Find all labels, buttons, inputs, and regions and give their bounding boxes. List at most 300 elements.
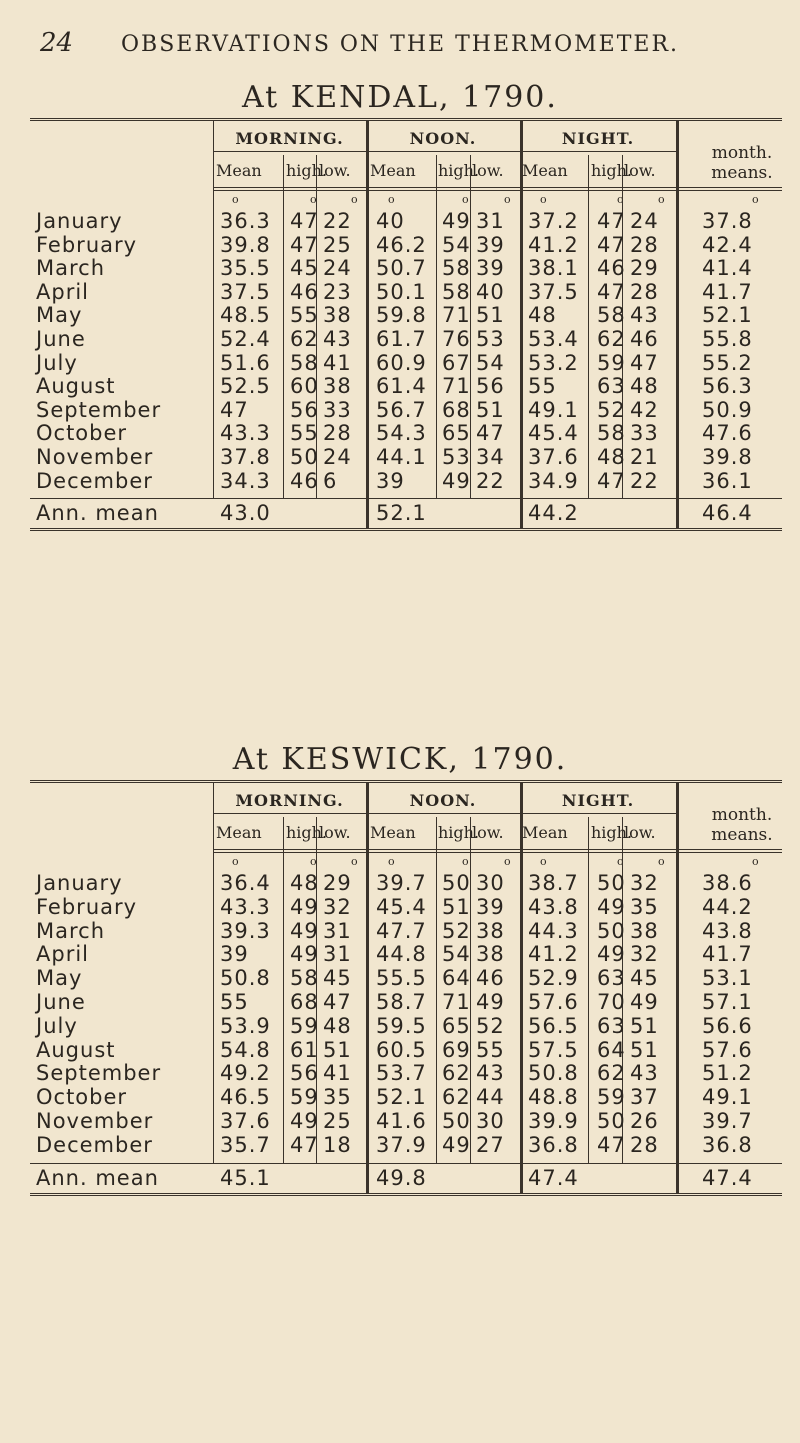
night-low: 51 (630, 1037, 659, 1062)
month-cell: February (36, 232, 138, 257)
morning-low: 24 (323, 445, 352, 469)
night-mean: 57.6 (528, 990, 579, 1014)
month-cell: July (36, 350, 78, 375)
noon-mean: 55.5 (376, 966, 427, 991)
noon-mean: 61.7 (376, 327, 427, 351)
noon-mean: 39 (376, 468, 405, 493)
sub-header: low. (472, 161, 504, 180)
night-mean: 56.5 (528, 1013, 579, 1038)
monthly-mean: 57.1 (702, 990, 753, 1014)
morning-low: 38 (323, 303, 352, 328)
noon-high: 58 (442, 256, 471, 281)
night-low: 43 (630, 1061, 659, 1086)
monthly-mean: 39.7 (702, 1109, 753, 1133)
morning-low: 48 (323, 1013, 352, 1038)
sub-header: low. (319, 823, 351, 842)
morning-mean: 39 (220, 942, 249, 967)
monthly-mean: 36.1 (702, 468, 753, 493)
group-header: MORNING. (213, 791, 366, 814)
degree-mark: o (540, 855, 547, 868)
night-high: 46 (597, 256, 626, 281)
morning-mean: 47 (220, 397, 249, 422)
night-mean: 44.3 (528, 918, 579, 943)
morning-high: 49 (290, 942, 319, 967)
monthly-mean: 56.3 (702, 374, 753, 399)
table-title: At KESWICK, 1790. (232, 742, 568, 777)
month-cell: May (36, 303, 83, 328)
noon-high: 71 (442, 374, 471, 399)
night-mean: 48 (528, 303, 557, 328)
noon-mean: 46.2 (376, 232, 427, 257)
monthly-mean: 52.1 (702, 303, 753, 328)
group-header: NOON. (366, 129, 520, 152)
monthly-mean: 49.1 (702, 1085, 753, 1110)
thermometer-table (30, 118, 782, 531)
morning-high: 47 (290, 209, 319, 233)
annual-rule (30, 1163, 782, 1164)
night-mean: 41.2 (528, 942, 579, 967)
degree-mark: o (540, 193, 547, 206)
night-low: 47 (630, 350, 659, 375)
night-mean: 48.8 (528, 1085, 579, 1110)
noon-mean: 60.9 (376, 350, 427, 375)
noon-high: 50 (442, 1109, 471, 1133)
morning-high: 55 (290, 303, 319, 328)
noon-mean: 61.4 (376, 374, 427, 399)
degree-mark: o (232, 193, 239, 206)
morning-low: 45 (323, 966, 352, 991)
noon-mean: 37.9 (376, 1132, 427, 1157)
monthly-mean: 57.6 (702, 1037, 753, 1062)
morning-mean: 37.5 (220, 279, 271, 304)
morning-low: 43 (323, 327, 352, 351)
night-high: 49 (597, 894, 626, 919)
noon-mean: 54.3 (376, 421, 427, 446)
sub-header: low. (472, 823, 504, 842)
morning-mean: 48.5 (220, 303, 271, 328)
page-number: 24 (40, 28, 74, 58)
monthly-mean: 53.1 (702, 966, 753, 991)
month-cell: January (36, 209, 123, 233)
noon-high: 53 (442, 445, 471, 469)
morning-low: 25 (323, 1109, 352, 1133)
night-mean: 38.7 (528, 871, 579, 895)
noon-mean: 59.5 (376, 1013, 427, 1038)
noon-high: 62 (442, 1061, 471, 1086)
morning-low: 28 (323, 421, 352, 446)
morning-high: 56 (290, 397, 319, 422)
night-high: 63 (597, 374, 626, 399)
morning-high: 58 (290, 966, 319, 991)
morning-mean: 39.3 (220, 918, 271, 943)
group-header: NIGHT. (520, 791, 676, 814)
noon-high: 58 (442, 279, 471, 304)
month-cell: March (36, 256, 106, 281)
sub-header: Mean (216, 161, 262, 180)
noon-high: 67 (442, 350, 471, 375)
night-high: 64 (597, 1037, 626, 1062)
monthly-mean: 41.7 (702, 279, 753, 304)
noon-high: 62 (442, 1085, 471, 1110)
night-high: 59 (597, 1085, 626, 1110)
annual-label: Ann. mean (36, 1165, 159, 1190)
night-low: 29 (630, 256, 659, 281)
noon-mean: 58.7 (376, 990, 427, 1014)
night-high: 58 (597, 421, 626, 446)
month-cell: December (36, 468, 153, 493)
morning-mean: 37.6 (220, 1109, 271, 1133)
morning-mean: 36.4 (220, 871, 271, 895)
noon-low: 44 (476, 1085, 505, 1110)
annual-mean: 46.4 (702, 501, 753, 526)
month-cell: December (36, 1132, 153, 1157)
noon-high: 51 (442, 894, 471, 919)
annual-night: 47.4 (528, 1165, 579, 1190)
degree-mark: o (388, 855, 395, 868)
night-high: 59 (597, 350, 626, 375)
morning-low: 22 (323, 209, 352, 233)
degree-mark: o (310, 855, 317, 868)
night-mean: 34.9 (528, 468, 579, 493)
night-high: 63 (597, 1013, 626, 1038)
morning-low: 32 (323, 894, 352, 919)
night-high: 47 (597, 468, 626, 493)
morning-low: 25 (323, 232, 352, 257)
sub-header: high. (286, 823, 328, 842)
degree-mark: o (504, 193, 511, 206)
morning-low: 31 (323, 918, 352, 943)
noon-low: 31 (476, 209, 505, 233)
month-cell: August (36, 374, 116, 399)
noon-low: 39 (476, 894, 505, 919)
morning-high: 68 (290, 990, 319, 1014)
morning-high: 62 (290, 327, 319, 351)
thermometer-table (30, 780, 782, 1196)
morning-mean: 43.3 (220, 421, 271, 446)
means-header-means: means. (711, 163, 773, 183)
night-high: 50 (597, 918, 626, 943)
sub-header: low. (624, 161, 656, 180)
morning-mean: 52.4 (220, 327, 271, 351)
night-low: 42 (630, 397, 659, 422)
month-cell: April (36, 279, 89, 304)
noon-low: 54 (476, 350, 505, 375)
sub-header: Mean (370, 161, 416, 180)
morning-low: 23 (323, 279, 352, 304)
monthly-mean: 47.6 (702, 421, 753, 446)
morning-high: 46 (290, 279, 319, 304)
month-cell: July (36, 1013, 78, 1038)
noon-mean: 50.1 (376, 279, 427, 304)
noon-mean: 59.8 (376, 303, 427, 328)
running-head: OBSERVATIONS ON THE THERMOMETER. (120, 32, 680, 57)
noon-mean: 40 (376, 209, 405, 233)
morning-mean: 55 (220, 990, 249, 1014)
monthly-mean: 42.4 (702, 232, 753, 257)
morning-high: 60 (290, 374, 319, 399)
noon-low: 27 (476, 1132, 505, 1157)
night-mean: 38.1 (528, 256, 579, 281)
month-cell: September (36, 397, 162, 422)
header-rule (213, 187, 782, 188)
header-rule (213, 852, 782, 853)
annual-morning: 43.0 (220, 501, 271, 526)
morning-mean: 50.8 (220, 966, 271, 991)
night-low: 28 (630, 232, 659, 257)
morning-high: 49 (290, 1109, 319, 1133)
morning-high: 59 (290, 1085, 319, 1110)
morning-low: 41 (323, 350, 352, 375)
means-header-month: month. (711, 805, 773, 825)
monthly-mean: 55.2 (702, 350, 753, 375)
morning-high: 48 (290, 871, 319, 895)
group-header: NOON. (366, 791, 520, 814)
night-low: 43 (630, 303, 659, 328)
night-low: 28 (630, 279, 659, 304)
degree-mark: o (351, 855, 358, 868)
noon-high: 49 (442, 468, 471, 493)
night-mean: 55 (528, 374, 557, 399)
noon-high: 65 (442, 421, 471, 446)
noon-mean: 41.6 (376, 1109, 427, 1133)
noon-low: 39 (476, 232, 505, 257)
noon-high: 64 (442, 966, 471, 991)
morning-mean: 35.7 (220, 1132, 271, 1157)
noon-high: 54 (442, 232, 471, 257)
morning-mean: 35.5 (220, 256, 271, 281)
morning-mean: 53.9 (220, 1013, 271, 1038)
night-mean: 43.8 (528, 894, 579, 919)
morning-high: 45 (290, 256, 319, 281)
header-rule (213, 849, 782, 850)
monthly-mean: 36.8 (702, 1132, 753, 1157)
night-low: 24 (630, 209, 659, 233)
night-high: 47 (597, 279, 626, 304)
noon-low: 49 (476, 990, 505, 1014)
morning-high: 47 (290, 232, 319, 257)
month-cell: April (36, 942, 89, 967)
noon-high: 71 (442, 990, 471, 1014)
table-row (30, 469, 782, 496)
degree-mark: o (388, 193, 395, 206)
night-high: 50 (597, 1109, 626, 1133)
degree-mark: o (658, 193, 665, 206)
night-low: 35 (630, 894, 659, 919)
night-low: 32 (630, 942, 659, 967)
night-high: 48 (597, 445, 626, 469)
noon-low: 47 (476, 421, 505, 446)
morning-high: 49 (290, 894, 319, 919)
morning-mean: 51.6 (220, 350, 271, 375)
month-cell: February (36, 894, 138, 919)
monthly-mean: 51.2 (702, 1061, 753, 1086)
noon-high: 49 (442, 1132, 471, 1157)
noon-mean: 44.1 (376, 445, 427, 469)
noon-low: 30 (476, 871, 505, 895)
noon-high: 76 (442, 327, 471, 351)
noon-low: 51 (476, 303, 505, 328)
annual-rule (30, 498, 782, 499)
column-rule (366, 498, 369, 528)
month-cell: November (36, 1109, 154, 1133)
night-low: 28 (630, 1132, 659, 1157)
morning-low: 35 (323, 1085, 352, 1110)
column-rule (520, 1163, 523, 1193)
night-high: 49 (597, 942, 626, 967)
sub-header: low. (319, 161, 351, 180)
night-high: 70 (597, 990, 626, 1014)
morning-mean: 39.8 (220, 232, 271, 257)
night-low: 49 (630, 990, 659, 1014)
morning-high: 47 (290, 1132, 319, 1157)
noon-low: 39 (476, 256, 505, 281)
monthly-mean: 55.8 (702, 327, 753, 351)
annual-mean-row (30, 1166, 782, 1193)
sub-header: high. (438, 823, 480, 842)
sub-header: high. (591, 823, 633, 842)
noon-mean: 53.7 (376, 1061, 427, 1086)
noon-low: 51 (476, 397, 505, 422)
noon-high: 65 (442, 1013, 471, 1038)
degree-mark: o (232, 855, 239, 868)
annual-mean-row (30, 501, 782, 528)
noon-low: 43 (476, 1061, 505, 1086)
night-high: 58 (597, 303, 626, 328)
noon-mean: 56.7 (376, 397, 427, 422)
morning-low: 38 (323, 374, 352, 399)
morning-mean: 37.8 (220, 445, 271, 469)
degree-mark: o (504, 855, 511, 868)
month-cell: October (36, 1085, 128, 1110)
degree-mark: o (351, 193, 358, 206)
morning-low: 51 (323, 1037, 352, 1062)
month-cell: May (36, 966, 83, 991)
month-cell: November (36, 445, 154, 469)
monthly-mean: 41.4 (702, 256, 753, 281)
noon-low: 34 (476, 445, 505, 469)
annual-night: 44.2 (528, 501, 579, 526)
morning-low: 33 (323, 397, 352, 422)
sub-header: Mean (370, 823, 416, 842)
noon-low: 53 (476, 327, 505, 351)
noon-high: 49 (442, 209, 471, 233)
degree-mark: o (462, 855, 469, 868)
morning-high: 59 (290, 1013, 319, 1038)
means-header-month: month. (711, 143, 773, 163)
night-high: 47 (597, 209, 626, 233)
night-high: 52 (597, 397, 626, 422)
morning-high: 56 (290, 1061, 319, 1086)
morning-low: 47 (323, 990, 352, 1014)
night-mean: 49.1 (528, 397, 579, 422)
annual-label: Ann. mean (36, 501, 159, 526)
morning-high: 46 (290, 468, 319, 493)
night-mean: 37.2 (528, 209, 579, 233)
noon-low: 38 (476, 918, 505, 943)
sub-header: Mean (522, 823, 568, 842)
morning-high: 50 (290, 445, 319, 469)
noon-high: 68 (442, 397, 471, 422)
night-high: 47 (597, 1132, 626, 1157)
degree-mark: o (617, 193, 624, 206)
morning-low: 41 (323, 1061, 352, 1086)
night-low: 33 (630, 421, 659, 446)
noon-high: 52 (442, 918, 471, 943)
degree-mark: o (462, 193, 469, 206)
monthly-mean: 43.8 (702, 918, 753, 943)
morning-low: 6 (323, 468, 338, 493)
degree-mark: o (752, 193, 759, 206)
morning-low: 31 (323, 942, 352, 967)
night-low: 38 (630, 918, 659, 943)
morning-low: 29 (323, 871, 352, 895)
month-cell: January (36, 871, 123, 895)
morning-low: 24 (323, 256, 352, 281)
monthly-mean: 41.7 (702, 942, 753, 967)
header-rule (213, 190, 782, 191)
morning-mean: 36.3 (220, 209, 271, 233)
month-cell: June (36, 990, 86, 1014)
night-low: 37 (630, 1085, 659, 1110)
month-cell: September (36, 1061, 162, 1086)
night-mean: 53.4 (528, 327, 579, 351)
month-cell: October (36, 421, 128, 446)
noon-mean: 45.4 (376, 894, 427, 919)
annual-noon: 49.8 (376, 1165, 427, 1190)
night-low: 26 (630, 1109, 659, 1133)
noon-mean: 39.7 (376, 871, 427, 895)
table-title: At KENDAL, 1790. (242, 80, 558, 115)
noon-low: 52 (476, 1013, 505, 1038)
column-rule (676, 498, 679, 528)
month-cell: March (36, 918, 106, 943)
night-mean: 41.2 (528, 232, 579, 257)
monthly-mean: 37.8 (702, 209, 753, 233)
noon-mean: 60.5 (376, 1037, 427, 1062)
monthly-mean: 38.6 (702, 871, 753, 895)
sub-header: low. (624, 823, 656, 842)
sub-header: Mean (216, 823, 262, 842)
noon-low: 56 (476, 374, 505, 399)
means-header-means: means. (711, 825, 773, 845)
month-cell: August (36, 1037, 116, 1062)
column-rule (366, 1163, 369, 1193)
noon-high: 54 (442, 942, 471, 967)
night-mean: 37.6 (528, 445, 579, 469)
night-low: 32 (630, 871, 659, 895)
night-low: 46 (630, 327, 659, 351)
noon-high: 71 (442, 303, 471, 328)
morning-mean: 46.5 (220, 1085, 271, 1110)
night-mean: 39.9 (528, 1109, 579, 1133)
morning-mean: 52.5 (220, 374, 271, 399)
night-high: 47 (597, 232, 626, 257)
noon-mean: 52.1 (376, 1085, 427, 1110)
night-low: 45 (630, 966, 659, 991)
night-high: 62 (597, 327, 626, 351)
noon-mean: 47.7 (376, 918, 427, 943)
noon-low: 38 (476, 942, 505, 967)
noon-low: 30 (476, 1109, 505, 1133)
morning-high: 58 (290, 350, 319, 375)
annual-morning: 45.1 (220, 1165, 271, 1190)
night-mean: 37.5 (528, 279, 579, 304)
noon-low: 46 (476, 966, 505, 991)
degree-mark: o (658, 855, 665, 868)
night-high: 50 (597, 871, 626, 895)
column-rule (676, 1163, 679, 1193)
night-mean: 50.8 (528, 1061, 579, 1086)
